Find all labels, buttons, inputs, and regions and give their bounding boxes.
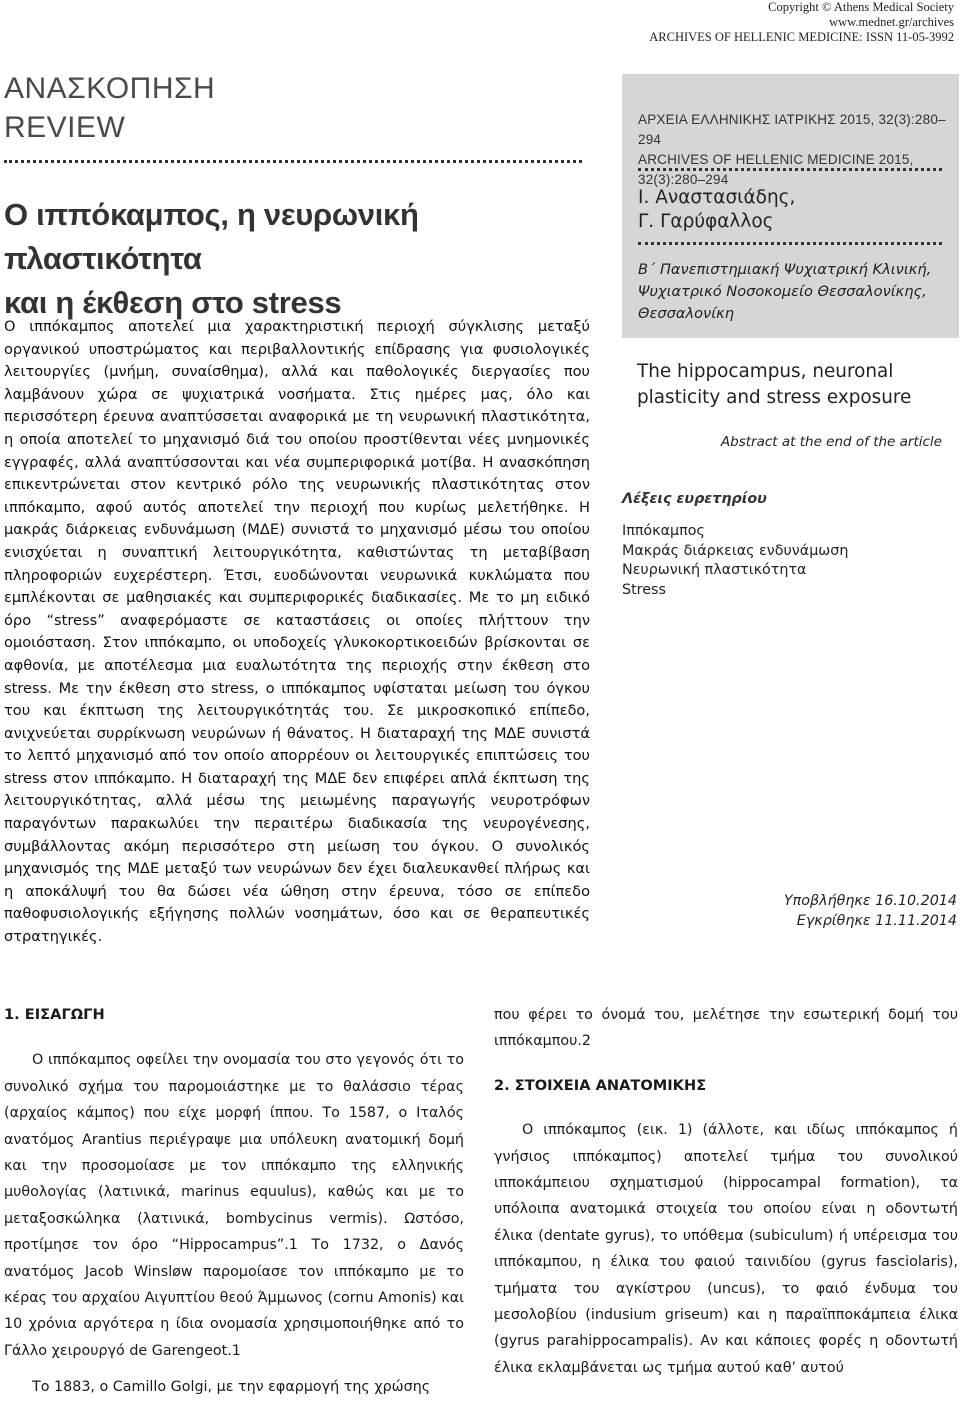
dotted-divider bbox=[638, 168, 942, 171]
author-name: Ι. Αναστασιάδης, bbox=[638, 187, 796, 208]
journal-citation-greek: ΑΡΧΕΙΑ ΕΛΛΗΝΙΚΗΣ ΙΑΤΡΙΚΗΣ 2015, 32(3):280–294 bbox=[638, 112, 946, 147]
dotted-divider bbox=[638, 242, 942, 245]
body-column-left bbox=[4, 1002, 464, 1401]
keywords-heading: Λέξεις ευρετηρίου bbox=[622, 491, 767, 507]
copyright-line: Copyright © Athens Medical Society bbox=[768, 0, 954, 14]
sidebar-panel bbox=[622, 74, 959, 338]
english-title: The hippocampus, neuronal plasticity and stress exposure bbox=[637, 361, 912, 408]
article-dates bbox=[784, 891, 957, 931]
journal-citation-english: ARCHIVES OF HELLENIC MEDICINE 2015, 32(3):280–294 bbox=[638, 152, 914, 187]
english-abstract-note: Abstract at the end of the article bbox=[720, 434, 942, 450]
journal-citation bbox=[638, 110, 959, 190]
body-paragraph: που φέρει το όνομά του, μελέτησε την εσωτερική δομή του ιππόκαμπου.2 bbox=[494, 1007, 958, 1050]
keywords-list bbox=[622, 522, 848, 600]
affiliation: Β΄ Πανεπιστημιακή Ψυχιατρική Κλινική, Ψυχιατρικό Νοσοκομείο Θεσσαλονίκης, Θεσσαλονίκη bbox=[638, 261, 932, 322]
body-column-right bbox=[494, 1002, 958, 1381]
keyword-item: Ιππόκαμπος bbox=[622, 523, 705, 539]
abstract-greek: Ο ιππόκαμπος αποτελεί μια χαρακτηριστική περιοχή σύγκλισης μεταξύ οργανικού υποστρώματος και περιβαλλοντικής επίδρασης για φυσιολογικές λειτουργίες (μνήμη, συναίσθημα), αλλά και παθολογικές διεργασίες που λαμβάνουν χώρα σε ψυχιατρικά νοσήματα. Στις ημέρες μας, όλο και περισσότερη έρευνα αναπτύσσεται αναφορικά με τη νευρωνική πλαστικότητα, η οποία αποτελεί το μηχανισμό διά του οποίου προστίθενται νέες μνημονικές εγγραφές, αλλά αναπτύσσονται και νέα συμπεριφορικά μοτίβα. Η ανασκόπηση επικεντρώνεται στον κεντρικό ρόλο της νευρωνικής πλαστικότητας στον ιππόκαμπο, αφού αυτός αποτελεί την περιοχή που κυρίως μελετήθηκε. Η μακράς διάρκειας ενδυνάμωση (ΜΔΕ) συνιστά το μηχανισμό μέσω του οποίου ενισχύεται η συναπτική λειτουργικότητα, καθιστώντας τη μεταβίβαση πληροφοριών ευχερέστερη. Έτσι, ευοδώνονται νευρωνικά κυκλώματα που εμπλέκονται σε μαθησιακές και συμπεριφορικές διαδικασίες. Με το μη ειδικό όρο “stress” αναφερόμαστε σε καταστάσεις οι οποίες πλήττουν την ομοιόσταση. Στον ιππόκαμπο, οι υποδοχείς γλυκοκορτικοειδών βρίσκονται σε αφθονία, με αποτέλεσμα μια ευαλωτότητα της περιοχής στην έκθεση στο stress. Με την έκθεση στο stress, ο ιππόκαμπος υφίσταται μείωση του όγκου του και έκπτωση της λειτουργικότητάς του. Σε μικροσκοπικό επίπεδο, ανιχνεύεται συρρίκνωση νευρώνων ή θάνατος. Η διαταραχή της ΜΔΕ συνιστά το λεπτό μηχανισμό από τον οποίο απορρέουν οι λειτουργικές επιπτώσεις του stress στον ιππόκαμπο. Η διαταραχή της ΜΔΕ δεν επιφέρει απλά έκπτωση της λειτουργικότητας, αλλά μέσω της μειωμένης παραγωγής νευροτρόφων παραγόντων παρακωλύει την περαιτέρω διαδικασία της νευρογένεσης, συμβάλλοντας ακόμη περισσότερο στη μείωση του όγκου. Ο συνολικός μηχανισμός της ΜΔΕ μεταξύ των νευρώνων δεν έχει διαλευκανθεί πλήρως και η αποκάλυψή του θα δώσει νέα ώθηση στην έρευνα, τόσο σε επίπεδο παθοφυσιολογικής εξήγησης πολλών νοσημάτων, όσο και σε θεραπευτικές στρατηγικές. bbox=[4, 318, 590, 946]
submitted-date: Υποβλήθηκε 16.10.2014 bbox=[783, 893, 957, 909]
section-heading-introduction: 1. ΕΙΣΑΓΩΓΗ bbox=[4, 1006, 105, 1023]
dotted-divider bbox=[4, 160, 582, 163]
author-name: Γ. Γαρύφαλλος bbox=[638, 211, 774, 232]
journal-url[interactable]: www.mednet.gr/archives bbox=[829, 15, 954, 29]
authors bbox=[638, 186, 795, 234]
article-title bbox=[4, 193, 594, 325]
body-paragraph: Το 1883, ο Camillo Golgi, με την εφαρμογή της χρώσης bbox=[32, 1379, 431, 1396]
keyword-item: Νευρωνική πλαστικότητα bbox=[622, 562, 807, 578]
keyword-item: Μακράς διάρκειας ενδυνάμωση bbox=[622, 542, 849, 559]
body-paragraph: Ο ιππόκαμπος οφείλει την ονομασία του στο γεγονός ότι το συνολικό σχήμα του παρομοιάστηκε με το θαλάσσιο τέρας (αρχαίος κάμπος) που είχε μορφή ίππου. Το 1587, ο Ιταλός ανατόμος Arantius περιέγραψε μια υπόλευκη ανατομική δομή και την προσομοίασε με τον ιππόκαμπο της ελληνικής μυθολογίας (λατινικά, marinus equulus), καθώς και με το μεταξοσκώληκα (λατινικά, bombycinus vermis). Ωστόσο, προτίμησε τον όρο “Hippocampus”.1 Το 1732, ο Δανός ανατόμος Jacob Winsløw παρομοίασε τον ιππόκαμπο με το κέρας του αρχαίου Αιγυπτίου θεού Άμμωνος (cornu Amonis) και 10 χρόνια αργότερα η ίδια ονομασία χρησιμοποιήθηκε από το Γάλλο χειρουργό de Garengeot.1 bbox=[4, 1052, 464, 1359]
section-label-english: REVIEW bbox=[4, 111, 126, 144]
article-title-line-2: και η έκθεση στο stress bbox=[4, 285, 342, 320]
issn-line: ARCHIVES OF HELLENIC MEDICINE: ISSN 11-05-3992 bbox=[649, 30, 954, 44]
body-paragraph: Ο ιππόκαμπος (εικ. 1) (άλλοτε, και ιδίως ιππόκαμπος ή γνήσιος ιππόκαμπος) αποτελεί τμήμα του συνολικού ιπποκάμπειου σχηματισμού (hippocampal formation), τα υπόλοιπα ανατομικά στοιχεία του οποίου είναι η οδοντωτή έλικα (dentate gyrus), το υπόθεμα (subiculum) ή υπέρεισμα του ιππόκαμπου, η έλικα του φαιού ταινιδίου (gyrus fasciolaris), τμήματα του αγκίστρου (uncus), το φαιό ένδυμα του μεσολοβίου (indusium griseum) και η παραϊπποκάμπεια έλικα (gyrus parahippocampalis). Αν και κάποιες φορές η οδοντωτή έλικα εκλαμβάνεται ως τμήμα αυτού καθ’ αυτού bbox=[494, 1122, 958, 1376]
copyright-block bbox=[649, 0, 954, 45]
article-title-line-1: Ο ιππόκαμπος, η νευρωνική πλαστικότητα bbox=[4, 197, 419, 276]
keyword-item: Stress bbox=[622, 581, 666, 598]
section-label-greek: ΑΝΑΣΚΟΠΗΣΗ bbox=[4, 72, 216, 105]
section-heading-anatomy: 2. ΣΤΟΙΧΕΙΑ ΑΝΑΤΟΜΙΚΗΣ bbox=[494, 1076, 707, 1094]
accepted-date: Εγκρίθηκε 11.11.2014 bbox=[796, 913, 957, 929]
